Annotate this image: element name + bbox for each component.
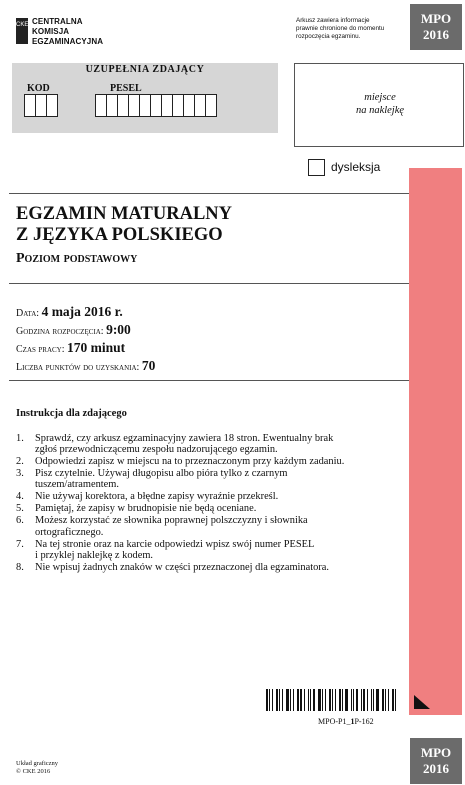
barcode-bar: [363, 689, 365, 711]
exam-code: MPO: [420, 11, 452, 26]
barcode-bar: [272, 689, 273, 711]
instruction-item: [16, 562, 406, 573]
document-id-prefix: MPO-P1_: [318, 717, 351, 726]
instruction-line: Pisz czytelnie. Używaj długopisu albo pióra tylko z czarnym: [35, 468, 288, 480]
barcode-bar: [353, 689, 354, 711]
barcode-bar: [392, 689, 394, 711]
document-id-bold: 1: [350, 717, 355, 726]
divider: [9, 193, 409, 194]
footer-line: © CKE 2016: [16, 768, 51, 775]
instruction-line: Możesz korzystać ze słownika poprawnej polszczyzny i słownika: [35, 515, 308, 527]
instruction-number: 4.: [16, 491, 24, 503]
barcode-bar: [351, 689, 352, 711]
logo-line: KOMISJA: [32, 27, 70, 36]
start-value: 9:00: [106, 322, 131, 337]
instruction-number: 2.: [16, 456, 24, 468]
instruction-line: ortograficznego.: [35, 526, 104, 538]
instruction-number: 1.: [16, 433, 24, 444]
barcode-bar: [276, 689, 278, 711]
sticker-area: [294, 63, 464, 147]
dyslexia-checkbox[interactable]: [308, 159, 325, 176]
barcode-bar: [388, 689, 389, 711]
exam-title: [16, 204, 232, 246]
instruction-item: [16, 539, 406, 561]
footer-line: Układ graficzny: [16, 760, 59, 767]
sticker-line: na naklejkę: [355, 105, 405, 116]
instruction-line: i przyklej naklejkę z kodem.: [35, 549, 154, 561]
exam-level: Poziom podstawowy: [16, 251, 138, 266]
instruction-line: Na tej stronie oraz na karcie odpowiedzi wpisz swój numer PESEL: [35, 538, 315, 550]
barcode-bar: [310, 689, 311, 711]
exam-date: [16, 304, 123, 320]
instruction-item: [16, 433, 406, 455]
document-id-suffix: P-162: [354, 717, 374, 726]
instruction-item: [16, 503, 406, 514]
barcode-bar: [367, 689, 368, 711]
pesel-cells: [95, 94, 216, 117]
barcode-bar: [335, 689, 336, 711]
notice-line: Arkusz zawiera informacje: [296, 17, 370, 24]
barcode-bar: [356, 689, 358, 711]
document-id: [318, 717, 374, 726]
logo-line: EGZAMINACYJNA: [32, 37, 104, 46]
barcode-bar: [339, 689, 341, 711]
footer: [16, 760, 58, 776]
instruction-item: [16, 515, 406, 537]
examiner-strip: [409, 168, 462, 715]
points-value: 70: [141, 358, 156, 373]
duration-label: Czas pracy:: [16, 344, 65, 355]
exam-start: [16, 322, 131, 338]
barcode-bar: [266, 689, 268, 711]
exam-points: [16, 358, 155, 374]
instruction-number: 3.: [16, 468, 24, 480]
barcode-bar: [342, 689, 343, 711]
barcode-bar: [290, 689, 291, 711]
notice-line: rozpoczęcia egzaminu.: [296, 33, 361, 40]
cke-logo-mark: CKE: [16, 18, 28, 44]
logo-line: CENTRALNA: [32, 17, 83, 26]
divider: [9, 283, 409, 284]
barcode-bar: [322, 689, 323, 711]
exam-code-box-bottom: [410, 738, 462, 784]
barcode-bar: [300, 689, 302, 711]
start-label: Godzina rozpoczęcia:: [16, 326, 104, 337]
instruction-item: [16, 491, 406, 502]
barcode-bar: [282, 689, 283, 711]
barcode-bar: [325, 689, 326, 711]
exam-title-line: Z JĘZYKA POLSKIEGO: [16, 225, 223, 245]
barcode-bar: [395, 689, 396, 711]
instruction-line: Nie używaj korektora, a błędne zapisy wyraźnie przekreśl.: [35, 491, 279, 503]
instruction-number: 6.: [16, 515, 24, 527]
instruction-line: Nie wpisuj żadnych znaków w części przeznaczonej dla egzaminatora.: [35, 561, 329, 573]
barcode-bar: [269, 689, 270, 711]
barcode-bar: [279, 689, 280, 711]
barcode-bar: [318, 689, 321, 711]
barcode-bar: [297, 689, 299, 711]
barcode-bar: [382, 689, 384, 711]
legal-notice: [296, 17, 404, 41]
dyslexia-label: dysleksja: [331, 160, 381, 174]
barcode-bar: [329, 689, 331, 711]
exam-year: 2016: [423, 761, 449, 776]
date-value: 4 maja 2016 r.: [41, 304, 123, 319]
barcode-bar: [385, 689, 386, 711]
barcode-bar: [286, 689, 289, 711]
instructions-heading: Instrukcja dla zdającego: [16, 408, 127, 419]
barcode-bar: [376, 689, 379, 711]
cke-logo: [16, 16, 116, 50]
exam-title-line: EGZAMIN MATURALNY: [16, 204, 233, 224]
kod-cell[interactable]: [46, 94, 58, 117]
instruction-number: 5.: [16, 503, 24, 515]
kod-cells: [24, 94, 57, 117]
barcode-bar: [373, 689, 374, 711]
barcode-bar: [304, 689, 305, 711]
exam-duration: [16, 340, 125, 356]
divider: [9, 380, 409, 381]
exam-year: 2016: [423, 27, 449, 42]
candidate-panel-title: UZUPEŁNIA ZDAJĄCY: [85, 64, 205, 75]
exam-code: MPO: [420, 745, 452, 760]
instruction-number: 8.: [16, 561, 24, 573]
duration-value: 170 minut: [67, 340, 126, 355]
barcode-bar: [293, 689, 294, 711]
barcode-bar: [332, 689, 333, 711]
barcode-bar: [345, 689, 348, 711]
barcode-icon: [266, 689, 398, 711]
kod-label: KOD: [27, 83, 50, 94]
sticker-text: [295, 91, 465, 117]
instruction-line: Pamiętaj, że zapisy w brudnopisie nie będą oceniane.: [35, 503, 257, 515]
instruction-number: 7.: [16, 538, 24, 550]
corner-triangle-icon: [414, 695, 430, 709]
cke-logo-text: [32, 17, 103, 47]
barcode-bar: [371, 689, 372, 711]
barcode-bar: [308, 689, 309, 711]
instruction-item: [16, 456, 406, 467]
instruction-item: [16, 468, 406, 490]
instruction-line: zgłoś przewodniczącemu zespołu nadzorującego egzamin.: [35, 444, 278, 456]
instruction-line: Sprawdź, czy arkusz egzaminacyjny zawiera 18 stron. Ewentualny brak: [35, 433, 334, 444]
sticker-line: miejsce: [364, 92, 396, 103]
date-label: Data:: [16, 308, 40, 319]
instructions-list: [16, 433, 406, 574]
pesel-cell[interactable]: [205, 94, 217, 117]
notice-line: prawnie chronione do momentu: [296, 25, 385, 32]
instruction-line: tuszem/atramentem.: [35, 479, 119, 491]
exam-code-box-top: [410, 4, 462, 50]
instruction-line: Odpowiedzi zapisz w miejscu na to przeznaczonym przy każdym zadaniu.: [35, 456, 345, 468]
pesel-label: PESEL: [110, 83, 142, 94]
barcode-bar: [361, 689, 362, 711]
barcode-bar: [313, 689, 315, 711]
points-label: Liczba punktów do uzyskania:: [16, 362, 140, 373]
